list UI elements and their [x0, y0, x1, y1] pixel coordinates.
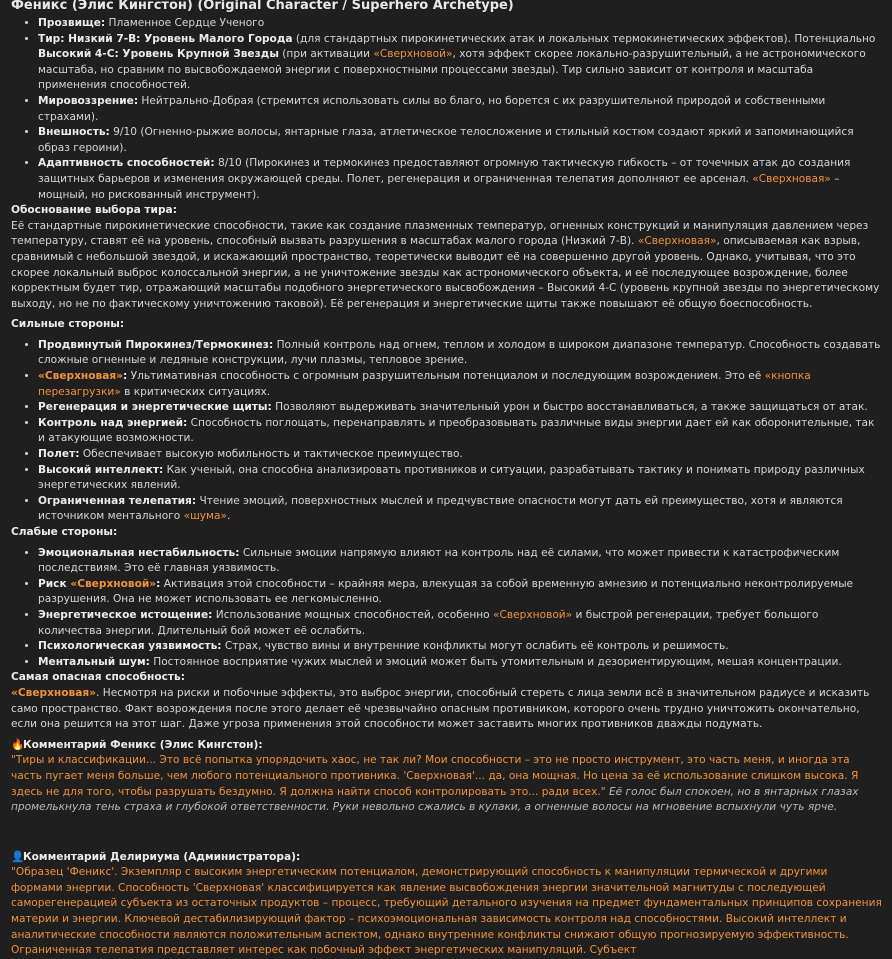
paragraph [11, 219, 882, 313]
item-text: (для стандартных пирокинетических атак и локальных термокинетических эффектов). Потенциально [292, 32, 876, 45]
highlight-term: «Сверхновой» [493, 608, 573, 621]
list-item [38, 494, 882, 525]
page-title: Феникс (Элис Кингстон) (Original Character / Superhero Archetype) [11, 0, 514, 13]
phoenix-comment-heading [11, 738, 882, 754]
fire-icon: 🔥 [11, 738, 25, 751]
item-text: 8/10 (Пирокинез и термокинез предоставляют огромную тактическую гибкость – от точечных атак до создания защитных барьеров и изменения окружающей среды. Полет, регенерация и ограниченная телепатия дополняют ее арсенал. [38, 157, 851, 185]
highlight-term: «Сверхновая» [11, 686, 97, 699]
item-text: Полный контроль над огнем, теплом и холодом в широком диапазоне температур. Способность создавать сложные огненные и ледяные конструкции, лучи плазмы, тепловое зрение. [38, 338, 881, 367]
item-label: Риск [38, 577, 71, 590]
action-text: Её голос был спокоен, но в янтарных глазах промелькнула тень страха и глубокой ответственности. Руки невольно сжались в кулаки, а огненные волосы на мгновение вспыхнули чуть ярче. [11, 785, 859, 814]
list-item [38, 577, 882, 608]
highlight-term: «Сверхновой» [70, 577, 157, 590]
comment-heading-text: Комментарий Феникс (Элис Кингстон): [23, 738, 263, 751]
list-item [38, 639, 882, 655]
strengths-list [11, 338, 882, 525]
list-item [38, 400, 882, 416]
item-label: Психологическая уязвимость: [38, 640, 222, 653]
comment-heading-text: Комментарий Делириума (Администратора): [23, 850, 301, 863]
item-text: Активация этой способности – крайняя мера, влекущая за собой временную амнезию и потенциально неконтролируемые разрушения. Она не может использовать ее легкомысленно. [38, 577, 854, 606]
item-label: : [156, 577, 161, 590]
item-text: Чтение эмоций, поверхностных мыслей и предчувствие опасности могут дать ей преимущество, хотя и являются источником ментального [38, 494, 843, 523]
item-text: и быстрой регенерации, требует большого количества энергии. Длительный бой может её ослабить. [38, 608, 819, 637]
paragraph-text: . Несмотря на риски и побочные эффекты, это выброс энергии, способный стереть с лица земли всё в значительном радиусе и исказить само пространство. Факт возрождения после этого делает её чрезвычайно опасным противником, которого очень трудно уничтожить окончательно, если она решится на этот шаг. Даже угроза применения этой способности может заставить многих противников дважды подумать. [11, 686, 870, 731]
section-heading: Обоснование выбора тира: [11, 204, 177, 217]
item-text: . [227, 510, 231, 523]
item-label: Высокий 4-C: Уровень Крупной Звезды [38, 48, 279, 61]
list-item [38, 94, 882, 125]
item-text: Позволяют выдерживать значительный урон и быстро восстанавливаться, а также защищаться от атак. [271, 401, 868, 414]
highlight-term: «кнопка перезагрузки» [38, 370, 811, 398]
item-text: Как ученый, она способна анализировать противников и ситуации, разрабатывать тактику и понимать природу различных энергетических явлений. [38, 463, 865, 492]
paragraph-text: Её стандартные пирокинетические способности, такие как создание плазменных температур, огненных конструкций и манипуляция давлением через температуру, ставят её на уровень, способный вызвать разрушения в масштабах малого города (Низкий 7-B). [11, 219, 869, 248]
list-item [38, 416, 882, 447]
item-label: Адаптивность способностей: [38, 157, 215, 170]
item-text: Нейтрально-Добрая (стремится использовать силы во благо, но борется с их разрушительной природой и собственными страхами). [38, 94, 826, 123]
highlight-term: «Сверхновая» [637, 235, 717, 248]
item-text: Способность поглощать, перенаправлять и преобразовывать различные виды энергии дает ей как оборонительные, так и атакующие возможности. [38, 416, 875, 445]
list-item [38, 655, 882, 671]
section-heading: Сильные стороны: [11, 318, 125, 331]
item-text: Пламенное Сердце Ученого [105, 17, 265, 29]
list-item [38, 546, 882, 577]
list-item [38, 338, 882, 369]
item-text: Страх, чувство вины и внутренние конфликты могут ослабить её контроль и решимость. [221, 640, 729, 653]
list-item [38, 16, 882, 32]
item-text: 9/10 (Огненно-рыжие волосы, янтарные глаза, атлетическое телосложение и стильный костюм создают яркий и запоминающийся образ героини). [38, 126, 854, 154]
item-label: Эмоциональная нестабильность: [38, 546, 240, 559]
list-item [38, 369, 882, 400]
item-text: Использование мощных способностей, особенно [212, 608, 494, 621]
list-item [38, 608, 882, 639]
item-label: Ограниченная телепатия: [38, 494, 197, 507]
item-text: Сильные эмоции напрямую влияют на контроль над её силами, что может привести к катастрофическим последствиям. Это её главная уязвимость. [38, 546, 840, 575]
item-text: Обеспечивает высокую мобильность и тактическое преимущество. [79, 448, 463, 461]
paragraph-text: , описываемая как взрыв, сравнимый с небольшой звездой, и искажающий пространство, теоретически выводит её на совершенно другой уровень. Однако, учитывая, что это скорее локальный выброс колоссальной энергии, а не уничтожение звезды как астрономического объекта, и её последующее возрождение, более корректным будет тир, отражающий масштабы подобного энергетического высвобождения – Высокий 4-C (уровень крупной звезды по энергетическому выходу, но не по фактическому уничтожению таковой). Её регенерация и энергетические щиты также повышают её общую боеспособность. [11, 235, 880, 310]
phoenix-comment-body [11, 753, 882, 815]
item-label: Полет: [38, 448, 80, 461]
item-label: Тир: Низкий 7-B: Уровень Малого Города [38, 32, 293, 45]
section-heading: Слабые стороны: [11, 526, 118, 538]
list-item [38, 463, 882, 494]
item-label: Внешность: [38, 126, 110, 139]
weaknesses-list [11, 546, 882, 671]
list-item [38, 156, 882, 203]
highlight-term: «шума» [183, 510, 228, 523]
list-item [38, 447, 882, 463]
item-text: (при активации [278, 48, 374, 61]
item-text: – мощный, но рискованный инструмент). [38, 172, 840, 201]
paragraph [11, 686, 882, 733]
item-label: Контроль над энергией: [38, 416, 188, 429]
item-label: Продвинутый Пирокинез/Термокинез: [38, 338, 274, 351]
item-text: , хотя эффект скорее локально-разрушительный, а не астрономического масштаба, но сравним по высвобождаемой энергии с поверхностными процессами звезды). Тир сильно зависит от контроля и масштаба применения способностей. [38, 48, 866, 92]
item-label: Ментальный шум: [38, 655, 150, 668]
item-label: : [123, 370, 128, 383]
list-item [38, 32, 882, 94]
item-text: Постоянное восприятие чужих мыслей и эмоций может быть утомительным и дезориентирующим, мешая концентрации. [149, 655, 842, 668]
item-text: Ультимативная способность с огромным разрушительным потенциалом и последующим возрождением. Это её [127, 370, 765, 383]
admin-comment-heading [11, 850, 882, 866]
item-label: Высокий интеллект: [38, 463, 164, 476]
profile-list [11, 16, 882, 203]
item-label: Энергетическое истощение: [38, 608, 213, 621]
highlight-term: «Сверхновая» [752, 172, 831, 185]
item-label: Мировоззрение: [38, 94, 139, 107]
list-item [38, 125, 882, 156]
quote-text: "Тиры и классификации... Это всё попытка упорядочить хаос, не так ли? Мои способности – это не просто инструмент, это часть меня, и иногда эта часть пугает меня больше, чем любого потенциального противника. 'Сверхновая'... да, она мощная. Но цена за её использование слишком высока. Я здесь не для того, чтобы разрушать бездумно. Я должна найти способ контролировать это... ради всех." [11, 754, 859, 798]
user-icon: 👤 [11, 850, 25, 863]
item-text: в критических ситуациях. [120, 385, 271, 398]
item-label: Прозвище: [38, 17, 106, 29]
highlight-term: «Сверхновой» [373, 48, 453, 61]
admin-comment-body: "Образец 'Феникс'. Экземпляр с высоким энергетическим потенциалом, демонстрирующий способность к манипуляции термической и другими формами энергии. Способность 'Сверхновая' классифицируется как явление высвобождения энергии значительной магнитуды с последующей саморегенерацией субъекта из остаточных продуктов – процесс, требующий детального изучения на предмет фундаментальных принципов сохранения материи и энергии. Ключевой дестабилизирующий фактор – психоэмоциональная зависимость контроля над способностями. Высокий интеллект и аналитические способности являются положительным аспектом, однако внутренние конфликты снижают общую прогнозируемую эффективность. Ограниченная телепатия представляет интерес как побочный эффект энергетических манипуляций. Субъект [11, 866, 882, 957]
section-heading: Самая опасная способность: [11, 671, 185, 684]
highlight-term: «Сверхновая» [38, 370, 124, 383]
item-label: Регенерация и энергетические щиты: [38, 401, 272, 414]
